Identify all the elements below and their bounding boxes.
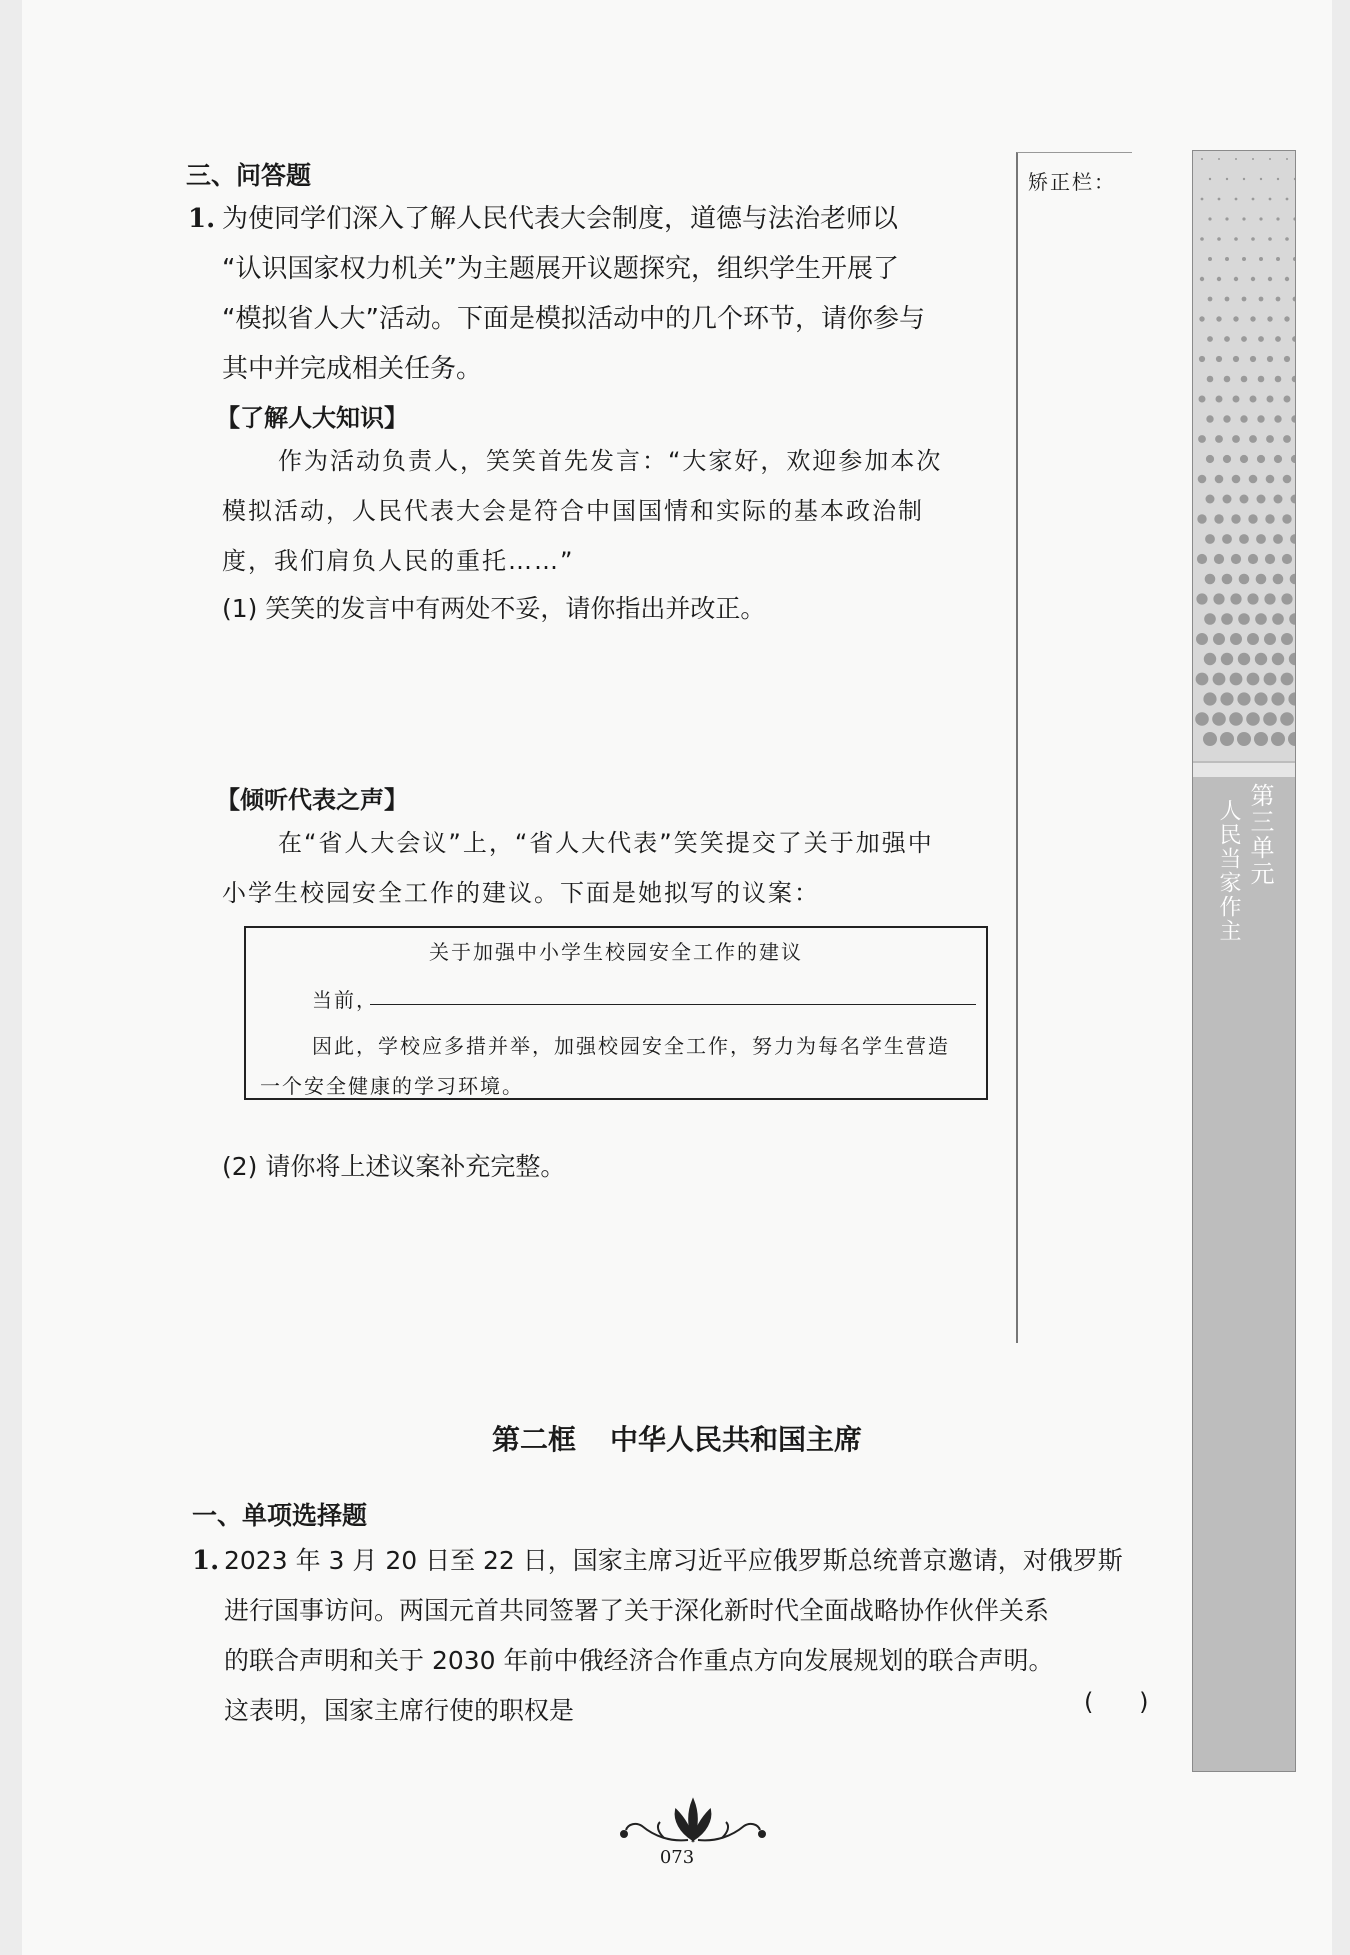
choice-line-1: 2023 年 3 月 20 日至 22 日，国家主席习近平应俄罗斯总统普京邀请，对俄罗斯 bbox=[224, 1546, 1123, 1575]
document-page bbox=[22, 0, 1332, 1955]
halftone-dot bbox=[1216, 356, 1222, 362]
halftone-dot bbox=[1264, 593, 1275, 604]
halftone-dot bbox=[1230, 593, 1241, 604]
halftone-dot bbox=[1225, 217, 1228, 220]
halftone-dot bbox=[1281, 673, 1294, 686]
halftone-dot bbox=[1264, 633, 1276, 645]
halftone-dot bbox=[1283, 435, 1291, 443]
halftone-dot bbox=[1284, 356, 1290, 362]
halftone-dot bbox=[1206, 415, 1213, 422]
halftone-dot bbox=[1220, 692, 1233, 705]
halftone-dot bbox=[1223, 495, 1232, 504]
sub-question-2: (2) 请你将上述议案补充完整。 bbox=[222, 1152, 566, 1181]
halftone-dot bbox=[1258, 336, 1264, 342]
halftone-dot bbox=[1281, 633, 1293, 645]
halftone-dot bbox=[1268, 277, 1272, 281]
halftone-dot bbox=[1208, 297, 1213, 302]
halftone-dot bbox=[1196, 633, 1208, 645]
choice-line-3: 的联合声明和关于 2030 年前中俄经济合作重点方向发展规划的联合声明。 bbox=[224, 1646, 1054, 1675]
halftone-dot bbox=[1196, 593, 1207, 604]
halftone-dot bbox=[1232, 435, 1240, 443]
halftone-dot bbox=[1293, 297, 1295, 302]
halftone-dot bbox=[1203, 692, 1216, 705]
proposal-line-therefore: 因此，学校应多措并举，加强校园安全工作，努力为每名学生营造 bbox=[312, 1034, 950, 1058]
halftone-dot bbox=[1240, 415, 1247, 422]
halftone-dot bbox=[1256, 534, 1266, 544]
framework-heading bbox=[22, 1418, 1332, 1458]
halftone-dot bbox=[1223, 455, 1231, 463]
page-number: 073 bbox=[659, 1847, 695, 1868]
halftone-dot bbox=[1216, 396, 1223, 403]
part-title-voice: 【倾听代表之声】 bbox=[216, 786, 408, 814]
halftone-dot bbox=[1281, 593, 1292, 604]
halftone-dot bbox=[1257, 455, 1265, 463]
halftone-dot bbox=[1203, 732, 1217, 746]
question-line-2: “认识国家权力机关”为主题展开议题探究，组织学生开展了 bbox=[222, 254, 899, 284]
halftone-dot bbox=[1234, 277, 1238, 281]
halftone-dot bbox=[1242, 217, 1245, 220]
halftone-dot bbox=[1238, 653, 1250, 665]
halftone-dot bbox=[1292, 336, 1295, 342]
halftone-dot bbox=[1213, 633, 1225, 645]
halftone-dot bbox=[1291, 495, 1296, 504]
question-line-3: “模拟省人大”活动。下面是模拟活动中的几个环节，请你参与 bbox=[222, 304, 925, 334]
halftone-dot bbox=[1269, 198, 1272, 201]
halftone-dot bbox=[1209, 178, 1211, 180]
halftone-dot bbox=[1248, 554, 1258, 564]
halftone-dot bbox=[1259, 217, 1262, 220]
halftone-dot bbox=[1208, 257, 1212, 261]
part-title-knowledge: 【了解人大知识】 bbox=[216, 404, 408, 432]
halftone-dot bbox=[1226, 178, 1228, 180]
halftone-dot bbox=[1275, 336, 1281, 342]
halftone-dot bbox=[1286, 158, 1288, 160]
halftone-dot bbox=[1221, 613, 1233, 625]
halftone-dot bbox=[1268, 237, 1272, 241]
halftone-dot bbox=[1212, 712, 1226, 726]
halftone-dot bbox=[1199, 316, 1204, 321]
halftone-dot bbox=[1213, 673, 1226, 686]
speech-line-2: 模拟活动，人民代表大会是符合中国国情和实际的基本政治制 bbox=[222, 497, 924, 525]
speech-line-1: 作为活动负责人，笑笑首先发言：“大家好，欢迎参加本次 bbox=[278, 447, 943, 475]
halftone-dot bbox=[1214, 514, 1223, 523]
halftone-dot bbox=[1198, 435, 1206, 443]
halftone-dot bbox=[1197, 554, 1207, 564]
halftone-dot bbox=[1274, 415, 1281, 422]
halftone-dot bbox=[1252, 158, 1254, 160]
halftone-dot bbox=[1197, 514, 1206, 523]
halftone-dot bbox=[1282, 514, 1291, 523]
halftone-dot bbox=[1277, 178, 1279, 180]
halftone-dot bbox=[1288, 692, 1295, 705]
halftone-dot bbox=[1233, 356, 1239, 362]
proposal-intro-line-2: 小学生校园安全工作的建议。下面是她拟写的议案： bbox=[222, 879, 820, 907]
halftone-dot bbox=[1240, 455, 1248, 463]
halftone-dot bbox=[1218, 158, 1220, 160]
halftone-dot bbox=[1223, 415, 1230, 422]
halftone-dot bbox=[1225, 297, 1230, 302]
halftone-dot bbox=[1237, 732, 1251, 746]
halftone-dot bbox=[1276, 297, 1281, 302]
halftone-dot bbox=[1290, 534, 1295, 544]
halftone-dot bbox=[1235, 198, 1238, 201]
halftone-dot bbox=[1201, 198, 1204, 201]
halftone-dot bbox=[1267, 316, 1272, 321]
halftone-dot bbox=[1294, 178, 1295, 180]
halftone-dot bbox=[1213, 593, 1224, 604]
framework-label: 第二框 bbox=[491, 1423, 576, 1456]
halftone-dot bbox=[1204, 653, 1216, 665]
halftone-dot bbox=[1234, 237, 1238, 241]
halftone-dot bbox=[1291, 455, 1295, 463]
halftone-dot bbox=[1231, 514, 1240, 523]
halftone-dot bbox=[1249, 435, 1257, 443]
proposal-intro-line-1: 在“省人大会议”上，“省人大代表”笑笑提交了关于加强中 bbox=[278, 829, 934, 857]
halftone-dot bbox=[1283, 475, 1292, 484]
halftone-dot bbox=[1206, 455, 1214, 463]
halftone-dot bbox=[1256, 574, 1267, 585]
halftone-dot bbox=[1254, 692, 1267, 705]
unit-name: 人民当家作主 bbox=[1216, 799, 1241, 943]
halftone-dot bbox=[1231, 554, 1241, 564]
halftone-dot bbox=[1232, 475, 1241, 484]
halftone-dot bbox=[1214, 554, 1224, 564]
halftone-dot bbox=[1239, 574, 1250, 585]
halftone-dot bbox=[1204, 613, 1216, 625]
halftone-dot bbox=[1273, 534, 1283, 544]
choice-question-number: 1. bbox=[192, 1546, 220, 1576]
halftone-dot bbox=[1291, 415, 1295, 422]
correction-label: 矫正栏： bbox=[1028, 170, 1116, 194]
halftone-dot bbox=[1288, 732, 1295, 746]
halftone-dot bbox=[1233, 396, 1240, 403]
halftone-dot bbox=[1247, 593, 1258, 604]
halftone-dot bbox=[1259, 257, 1263, 261]
halftone-dot bbox=[1258, 376, 1265, 383]
footer-ornament-icon bbox=[618, 1796, 768, 1844]
halftone-dot bbox=[1285, 237, 1289, 241]
halftone-dot bbox=[1280, 712, 1294, 726]
halftone-dot bbox=[1274, 455, 1282, 463]
halftone-dot bbox=[1293, 217, 1295, 220]
halftone-dot bbox=[1246, 712, 1260, 726]
question-line-1: 为使同学们深入了解人民代表大会制度，道德与法治老师以 bbox=[222, 204, 899, 234]
halftone-dot bbox=[1274, 495, 1283, 504]
halftone-dot bbox=[1230, 633, 1242, 645]
halftone-dot bbox=[1216, 316, 1221, 321]
halftone-dot bbox=[1247, 673, 1260, 686]
halftone-dot bbox=[1241, 376, 1248, 383]
halftone-dot bbox=[1225, 257, 1229, 261]
halftone-dot bbox=[1237, 692, 1250, 705]
halftone-dot bbox=[1221, 653, 1233, 665]
halftone-dot bbox=[1206, 495, 1215, 504]
halftone-dot bbox=[1205, 574, 1216, 585]
choice-line-2: 进行国事访问。两国元首共同签署了关于深化新时代全面战略协作伙伴关系 bbox=[224, 1596, 1050, 1625]
question-line-4: 其中并完成相关任务。 bbox=[222, 354, 483, 384]
halftone-dot bbox=[1286, 198, 1289, 201]
halftone-dot bbox=[1275, 376, 1282, 383]
halftone-dot bbox=[1199, 356, 1205, 362]
halftone-dot bbox=[1217, 277, 1221, 281]
halftone-dot bbox=[1265, 554, 1275, 564]
halftone-dot bbox=[1238, 613, 1250, 625]
halftone-dot bbox=[1251, 237, 1255, 241]
halftone-dot bbox=[1255, 613, 1267, 625]
halftone-dot bbox=[1247, 633, 1259, 645]
answer-parentheses[interactable]: ( ) bbox=[1084, 1688, 1149, 1716]
halftone-dot bbox=[1224, 376, 1231, 383]
halftone-dot bbox=[1207, 336, 1213, 342]
halftone-dot bbox=[1240, 495, 1249, 504]
halftone-dot bbox=[1224, 336, 1230, 342]
halftone-dot bbox=[1265, 514, 1274, 523]
halftone-dot bbox=[1264, 673, 1277, 686]
halftone-dot bbox=[1267, 356, 1273, 362]
halftone-dot bbox=[1259, 297, 1264, 302]
speech-line-3: 度，我们肩负人民的重托……” bbox=[222, 547, 575, 575]
correction-column bbox=[1016, 152, 1132, 1343]
halftone-dot bbox=[1241, 336, 1247, 342]
halftone-dot bbox=[1215, 435, 1223, 443]
halftone-dot bbox=[1292, 376, 1295, 383]
halftone-dot bbox=[1242, 257, 1246, 261]
halftone-dot bbox=[1208, 217, 1211, 220]
halftone-dot bbox=[1222, 574, 1233, 585]
unit-number: 第三单元 bbox=[1246, 783, 1274, 887]
halftone-dot bbox=[1201, 158, 1203, 160]
halftone-dot bbox=[1230, 673, 1243, 686]
halftone-dot bbox=[1239, 534, 1249, 544]
proposal-title: 关于加强中小学生校园安全工作的建议 bbox=[429, 940, 803, 964]
halftone-dot bbox=[1263, 712, 1277, 726]
halftone-dot bbox=[1222, 534, 1232, 544]
halftone-dot bbox=[1220, 732, 1234, 746]
halftone-dot bbox=[1272, 613, 1284, 625]
proposal-box bbox=[244, 926, 988, 1100]
halftone-dot bbox=[1249, 475, 1258, 484]
halftone-dot bbox=[1217, 237, 1221, 241]
halftone-dot bbox=[1251, 277, 1255, 281]
halftone-dot bbox=[1276, 217, 1279, 220]
halftone-dot bbox=[1198, 475, 1207, 484]
halftone-dot bbox=[1285, 277, 1289, 281]
halftone-dot bbox=[1254, 732, 1268, 746]
halftone-dot bbox=[1255, 653, 1267, 665]
halftone-dot bbox=[1215, 475, 1224, 484]
section-heading-choice: 一、单项选择题 bbox=[192, 1501, 368, 1530]
halftone-dot bbox=[1276, 257, 1280, 261]
halftone-dot bbox=[1218, 198, 1221, 201]
halftone-dot bbox=[1250, 356, 1256, 362]
section-heading-qa: 三、问答题 bbox=[186, 161, 312, 190]
proposal-answer-blank[interactable] bbox=[370, 1004, 976, 1005]
halftone-dot bbox=[1243, 178, 1245, 180]
halftone-dot bbox=[1266, 435, 1274, 443]
halftone-dot bbox=[1284, 316, 1289, 321]
halftone-dot bbox=[1269, 158, 1271, 160]
halftone-dot bbox=[1195, 712, 1209, 726]
halftone-decoration bbox=[1193, 151, 1295, 761]
halftone-dot bbox=[1260, 178, 1262, 180]
halftone-dot bbox=[1271, 692, 1284, 705]
halftone-dot bbox=[1289, 653, 1295, 665]
halftone-dot bbox=[1290, 574, 1295, 585]
halftone-dot bbox=[1242, 297, 1247, 302]
framework-title: 中华人民共和国主席 bbox=[610, 1423, 863, 1456]
halftone-dot bbox=[1248, 514, 1257, 523]
halftone-dot bbox=[1207, 376, 1214, 383]
halftone-dot bbox=[1289, 613, 1295, 625]
halftone-dot bbox=[1196, 673, 1209, 686]
unit-side-tab bbox=[1192, 150, 1296, 1772]
halftone-dot bbox=[1282, 554, 1292, 564]
halftone-dot bbox=[1272, 653, 1284, 665]
question-number: 1. bbox=[188, 204, 216, 234]
sub-question-1: (1) 笑笑的发言中有两处不妥，请你指出并改正。 bbox=[222, 594, 766, 623]
halftone-dot bbox=[1266, 475, 1275, 484]
halftone-dot bbox=[1250, 396, 1257, 403]
halftone-dot bbox=[1205, 534, 1215, 544]
halftone-dot bbox=[1200, 237, 1204, 241]
halftone-dot bbox=[1267, 396, 1274, 403]
halftone-dot bbox=[1284, 396, 1291, 403]
halftone-dot bbox=[1293, 257, 1295, 261]
tab-divider bbox=[1193, 763, 1295, 777]
halftone-dot bbox=[1235, 158, 1237, 160]
halftone-dot bbox=[1271, 732, 1285, 746]
halftone-dot bbox=[1257, 495, 1266, 504]
halftone-dot bbox=[1273, 574, 1284, 585]
halftone-dot bbox=[1229, 712, 1243, 726]
halftone-dot bbox=[1250, 316, 1255, 321]
halftone-dot bbox=[1200, 277, 1204, 281]
halftone-dot bbox=[1199, 396, 1206, 403]
halftone-dot bbox=[1252, 198, 1255, 201]
proposal-line-environment: 一个安全健康的学习环境。 bbox=[260, 1074, 524, 1098]
choice-line-4: 这表明，国家主席行使的职权是 bbox=[224, 1696, 575, 1725]
halftone-dot bbox=[1257, 415, 1264, 422]
halftone-dot bbox=[1233, 316, 1238, 321]
proposal-current-label: 当前， bbox=[312, 988, 378, 1012]
